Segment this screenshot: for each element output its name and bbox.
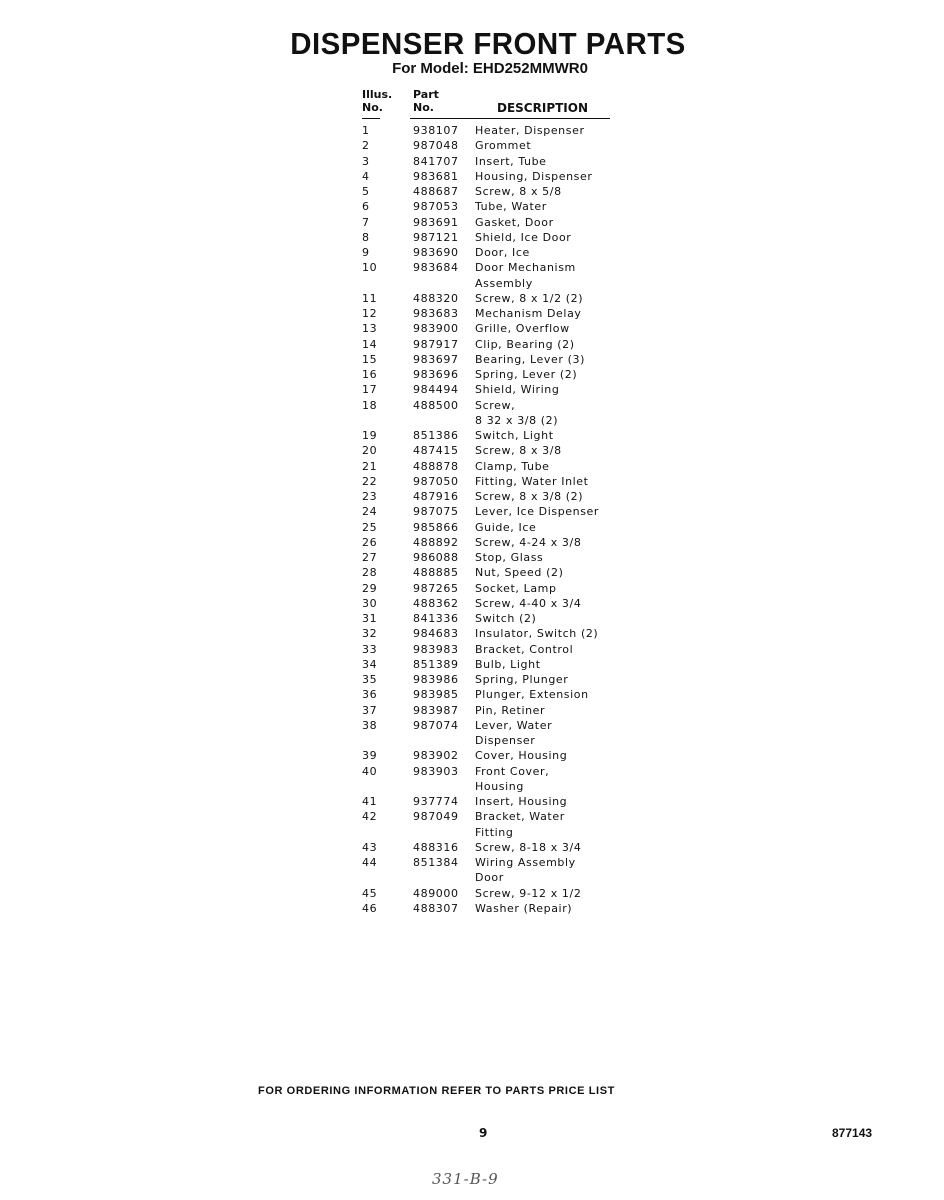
part-number: 983691 [413,215,459,229]
part-number [413,276,475,291]
header-rule-illus [362,118,380,119]
parts-row [362,154,625,169]
parts-row [362,306,625,321]
illus-number: 15 [362,352,378,366]
part-number: 983683 [413,307,459,320]
part-description: Lever, Ice Dispenser [475,505,600,519]
model-subtitle: For Model: EHD252MMWR0 [392,60,588,77]
part-number: 983985 [413,688,459,702]
part-number: 987050 [413,474,459,488]
illus-number: 39 [362,749,378,763]
parts-row [362,550,625,565]
parts-row [362,352,625,367]
parts-row-continuation [362,733,625,748]
illus-number: 27 [362,551,378,564]
illus-number: 13 [362,322,378,336]
part-description: Screw, 4-24 x 3/8 [475,535,582,549]
part-description: Door Mechanism [475,261,576,275]
illus-number: 24 [362,505,378,519]
part-description: Screw, 4-40 x 3/4 [475,596,582,610]
illus-number [362,276,413,291]
part-description: Nut, Speed (2) [475,566,564,580]
header-description: DESCRIPTION [497,101,589,115]
document-number: 877143 [832,1126,873,1140]
illus-number: 45 [362,886,378,900]
page-title: DISPENSER FRONT PARTS [290,26,686,61]
header-part-no [413,88,439,114]
illus-number: 19 [362,429,378,442]
part-description: Mechanism Delay [475,307,582,320]
illus-number: 12 [362,307,378,320]
part-number: 851386 [413,429,459,442]
part-description: Heater, Dispenser [475,124,585,137]
part-description: Clip, Bearing (2) [475,337,575,351]
parts-row [362,855,625,870]
parts-row [362,382,625,397]
illus-number [362,413,413,428]
parts-row [362,428,625,443]
parts-row [362,260,625,275]
illus-number: 37 [362,703,378,717]
parts-row [362,123,625,138]
part-number: 985866 [413,520,459,534]
illus-number: 31 [362,612,378,625]
part-description: Bracket, Water [475,810,565,824]
part-number: 938107 [413,124,459,137]
part-description: Bulb, Light [475,657,541,671]
part-number [413,779,475,794]
parts-row [362,199,625,214]
part-number: 984494 [413,383,459,397]
parts-row [362,565,625,580]
part-description: Housing, Dispenser [475,169,593,183]
parts-row [362,794,625,809]
part-number: 488500 [413,398,459,412]
illus-number: 46 [362,901,378,915]
illus-number: 25 [362,520,378,534]
parts-row-continuation [362,413,625,428]
illus-number: 5 [362,185,370,198]
part-description: Screw, 8-18 x 3/4 [475,840,582,854]
part-number [413,825,475,840]
illus-number: 22 [362,474,378,488]
illus-number: 38 [362,718,378,732]
illus-number: 32 [362,627,378,641]
part-number: 987048 [413,139,459,153]
illus-number: 29 [362,581,378,595]
parts-row [362,748,625,763]
part-description: Housing [475,779,524,793]
part-number: 987053 [413,200,459,214]
part-description: Door, Ice [475,246,530,259]
parts-row [362,611,625,626]
part-number: 488892 [413,535,459,549]
illus-number [362,779,413,794]
part-number: 983987 [413,703,459,717]
part-description: 8 32 x 3/8 (2) [475,413,559,427]
part-description: Fitting, Water Inlet [475,474,589,488]
part-description: Spring, Plunger [475,673,569,686]
illus-number: 34 [362,657,378,671]
illus-number [362,825,413,840]
header-illus-line1: Illus. [362,88,393,101]
header-illus-no [362,88,392,114]
illus-number: 14 [362,337,378,351]
part-description: Plunger, Extension [475,688,589,702]
parts-row [362,718,625,733]
part-number: 851389 [413,657,459,671]
illus-number: 6 [362,200,370,214]
parts-row [362,687,625,702]
part-number: 983684 [413,261,459,275]
part-description: Gasket, Door [475,215,554,229]
illus-number: 44 [362,856,378,869]
parts-row [362,398,625,413]
part-description: Bearing, Lever (3) [475,352,585,366]
part-description: Screw, 8 x 3/8 (2) [475,490,584,503]
illus-number: 23 [362,490,378,503]
parts-row [362,642,625,657]
parts-row [362,169,625,184]
parts-row [362,504,625,519]
part-description: Fitting [475,825,514,839]
illus-number: 43 [362,840,378,854]
header-illus-line2: No. [362,101,383,114]
parts-row [362,474,625,489]
part-number: 983900 [413,322,459,336]
part-number: 984683 [413,627,459,641]
illus-number: 7 [362,215,370,229]
illus-number: 16 [362,368,378,381]
part-description: Insert, Housing [475,795,568,808]
part-number: 488687 [413,185,459,198]
part-number: 983690 [413,246,459,259]
parts-row-continuation [362,825,625,840]
part-number: 986088 [413,551,459,564]
parts-row [362,443,625,458]
part-description: Shield, Wiring [475,383,560,397]
parts-row [362,840,625,855]
parts-row [362,321,625,336]
parts-row [362,596,625,611]
part-number: 841707 [413,154,459,168]
part-number: 987049 [413,810,459,824]
illus-number: 30 [362,596,378,610]
parts-list [362,123,625,916]
parts-row [362,581,625,596]
parts-row [362,138,625,153]
parts-row [362,672,625,687]
illus-number: 41 [362,795,378,808]
parts-row [362,886,625,901]
part-number: 983986 [413,673,459,686]
parts-row [362,245,625,260]
ordering-footer: FOR ORDERING INFORMATION REFER TO PARTS PRICE LIST [258,1085,615,1097]
part-description: Screw, 8 x 3/8 [475,444,562,458]
part-description: Switch (2) [475,612,537,625]
header-part-line2: No. [413,101,434,114]
part-description: Washer (Repair) [475,901,573,915]
part-number [413,733,475,748]
part-number: 487916 [413,490,459,503]
illus-number: 42 [362,810,378,824]
part-number: 983902 [413,749,459,763]
part-description: Bracket, Control [475,642,574,656]
part-description: Screw, 8 x 5/8 [475,185,562,198]
part-number: 983681 [413,169,459,183]
part-number: 983903 [413,764,459,778]
illus-number: 40 [362,764,378,778]
parts-row [362,901,625,916]
part-description: Switch, Light [475,429,554,442]
illus-number: 18 [362,398,378,412]
part-description: Pin, Retiner [475,703,546,717]
part-description: Cover, Housing [475,749,568,763]
parts-row-continuation [362,276,625,291]
parts-row [362,520,625,535]
illus-number: 10 [362,261,378,275]
part-description: Door [475,871,504,885]
part-number: 488878 [413,459,459,473]
illus-number: 3 [362,154,370,168]
illus-number: 9 [362,246,370,259]
part-description: Front Cover, [475,764,550,778]
part-number [413,870,475,885]
header-rule-part-desc [410,118,610,119]
part-number [413,413,475,428]
part-description: Wiring Assembly [475,856,576,869]
illus-number: 36 [362,688,378,702]
illus-number: 33 [362,642,378,656]
parts-row [362,215,625,230]
part-description: Clamp, Tube [475,459,550,473]
parts-row [362,337,625,352]
part-description: Dispenser [475,734,536,747]
part-number: 987074 [413,718,459,732]
part-description: Screw, [475,398,516,412]
illus-number: 35 [362,673,378,686]
parts-row [362,184,625,199]
header-part-line1: Part [413,88,439,101]
illus-number: 20 [362,444,378,458]
part-number: 987917 [413,337,459,351]
illus-number: 17 [362,383,378,397]
illus-number: 1 [362,124,370,137]
part-number: 488307 [413,901,459,915]
part-number: 488320 [413,291,459,305]
part-number: 987265 [413,581,459,595]
part-number: 983983 [413,642,459,656]
parts-row [362,230,625,245]
part-description: Socket, Lamp [475,581,557,595]
part-number: 487415 [413,444,459,458]
illus-number: 26 [362,535,378,549]
part-number: 987121 [413,230,459,244]
part-number: 488316 [413,840,459,854]
part-number: 489000 [413,886,459,900]
parts-row [362,626,625,641]
part-number: 841336 [413,612,459,625]
illus-number: 21 [362,459,378,473]
part-number: 983697 [413,352,459,366]
parts-row [362,703,625,718]
illus-number: 11 [362,291,378,305]
part-number: 983696 [413,368,459,381]
part-description: Insulator, Switch (2) [475,627,599,641]
parts-row [362,535,625,550]
part-description: Lever, Water [475,718,553,732]
part-description: Stop, Glass [475,551,544,564]
illus-number: 2 [362,139,370,153]
parts-row [362,764,625,779]
parts-row [362,459,625,474]
illus-number: 4 [362,169,370,183]
illus-number [362,870,413,885]
parts-row-continuation [362,870,625,885]
part-description: Insert, Tube [475,154,547,168]
parts-row [362,489,625,504]
part-description: Screw, 9-12 x 1/2 [475,886,582,900]
part-number: 937774 [413,795,459,808]
part-description: Spring, Lever (2) [475,368,578,381]
parts-row [362,809,625,824]
part-number: 488885 [413,566,459,580]
parts-row [362,291,625,306]
part-number: 851384 [413,856,459,869]
parts-row-continuation [362,779,625,794]
part-number: 987075 [413,505,459,519]
part-description: Assembly [475,276,533,290]
part-description: Tube, Water [475,200,547,214]
parts-row [362,367,625,382]
part-description: Guide, Ice [475,520,537,534]
parts-row [362,657,625,672]
part-description: Grommet [475,139,532,153]
part-number: 488362 [413,596,459,610]
illus-number: 28 [362,566,378,580]
handwritten-note: 331-B-9 [432,1170,499,1188]
part-description: Screw, 8 x 1/2 (2) [475,291,584,305]
part-description: Shield, Ice Door [475,230,572,244]
part-description: Grille, Overflow [475,322,570,336]
page-number: 9 [479,1126,488,1140]
illus-number [362,733,413,748]
illus-number: 8 [362,230,370,244]
